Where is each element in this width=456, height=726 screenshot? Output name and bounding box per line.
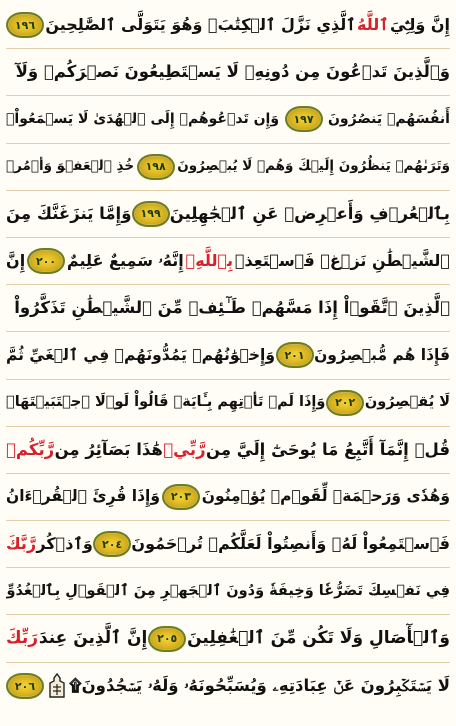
verse-text: وَهُدٗى وَرَحۡمَةٞ لِّقَوۡمٖ يُؤۡمِنُونَ xyxy=(201,487,450,506)
verse-line xyxy=(6,615,450,662)
verse-text: وَٱلۡأٓصَالِ وَلَا تَكُن مِّنَ ٱلۡغَٰفِلِينَ xyxy=(187,628,450,649)
ayah-number-marker xyxy=(132,201,170,227)
verse-text: ٱلشَّيۡطَٰنِ نَزۡغٞ فَٱسۡتَعِذۡ xyxy=(234,251,450,271)
verse-text: فِي نَفۡسِكَ تَضَرُّعٗا وَخِيفَةٗ وَدُونَ ٱلۡجَهۡرِ مِنَ ٱلۡقَوۡلِ بِٱلۡغُدُوِّ xyxy=(6,583,450,600)
verse-text: إِنَّ ٱلَّذِينَ عِندَ xyxy=(38,628,148,649)
ayah-number: ٢٠٦ xyxy=(14,679,36,693)
ayah-number: ٢٠٠ xyxy=(35,254,57,268)
verse-line xyxy=(6,568,450,615)
ayah-number-marker xyxy=(27,248,65,274)
ayah-number: ١٩٨ xyxy=(145,160,166,174)
ayah-number: ١٩٦ xyxy=(14,18,36,32)
divine-name-text: رَّبِّكُمۡ xyxy=(6,439,55,459)
divine-name-text: بِٱللَّهِۚ xyxy=(185,251,234,271)
verse-text: وَإِخۡوَٰنُهُمۡ يَمُدُّونَهُمۡ فِي ٱلۡغَيِّ ثُمَّ xyxy=(6,345,275,364)
verse-text: إِنَّهُۥ سَمِيعٌ عَلِيمٌ xyxy=(66,251,184,271)
ayah-number-marker xyxy=(6,12,44,38)
ayah-number: ٢٠٥ xyxy=(157,632,178,646)
verse-line xyxy=(6,521,450,568)
verse-text: وَإِمَّا يَنزَغَنَّكَ مِنَ xyxy=(6,203,132,223)
verse-text: وَإِذَا لَمۡ تَأۡتِهِم بِـَٔايَةٖ قَالُواْ لَوۡلَا ٱجۡتَبَيۡتَهَاۚ xyxy=(6,394,326,411)
verse-text: وَٱلَّذِينَ تَدۡعُونَ مِن دُونِهِۦ لَا يَسۡتَطِيعُونَ نَصۡرَكُمۡ وَلَآ xyxy=(15,62,450,82)
verse-text: وَتَرَىٰهُمۡ يَنظُرُونَ إِلَيۡكَ وَهُمۡ لَا يُبۡصِرُونَ xyxy=(177,157,450,174)
verse-text: لَا يُقۡصِرُونَ xyxy=(364,394,450,411)
divine-name-text: رَّبِّيۚ xyxy=(163,439,206,459)
verse-text: ٱلَّذِينَ ٱتَّقَوۡاْ إِذَا مَسَّهُمۡ طَـٰٓئِفٞ مِّنَ ٱلشَّيۡطَٰنِ تَذَكَّرُواْ xyxy=(14,297,450,317)
ayah-number-marker xyxy=(285,106,323,132)
verse-line xyxy=(6,96,450,143)
verse-line xyxy=(6,2,450,49)
ayah-number-marker xyxy=(137,154,175,180)
ayah-number-marker xyxy=(93,531,131,557)
verse-line xyxy=(6,663,450,710)
verse-text: قُلۡ إِنَّمَآ أَتَّبِعُ مَا يُوحَىٰٓ إِلَيَّ مِن xyxy=(205,439,450,459)
verse-text: وَإِن تَدۡعُوهُمۡ إِلَى ٱلۡهُدَىٰ لَا يَسۡمَعُواْۖ xyxy=(6,111,280,128)
verse-text: فَإِذَا هُم مُّبۡصِرُونَ xyxy=(314,345,450,364)
verse-line xyxy=(6,474,450,521)
verse-text: وَإِذَا قُرِئَ ٱلۡقُرۡءَانُ xyxy=(6,487,161,506)
verse-line xyxy=(6,285,450,332)
verse-text: إِنَّ xyxy=(6,251,26,271)
verse-text: ٱلَّذِي نَزَّلَ ٱلۡكِتَٰبَۖ وَهُوَ يَتَوَلَّى ٱلصَّٰلِحِينَ xyxy=(45,15,356,35)
ayah-number-marker xyxy=(326,390,364,416)
divine-name-text: رَّبَّكَ xyxy=(6,534,37,554)
ayah-number-marker xyxy=(276,342,314,368)
ayah-number: ٢٠٤ xyxy=(102,537,123,551)
verse-text: أَنفُسَهُمۡ يَنصُرُونَ xyxy=(327,111,450,128)
verse-text: خُذِ ٱلۡعَفۡوَ وَأۡمُرۡ xyxy=(6,157,135,174)
verse-line xyxy=(6,427,450,474)
verse-text: لَا يَسۡتَكۡبِرُونَ عَنۡ عِبَادَتِهِۦ وَيُسَبِّحُونَهُۥ وَلَهُۥ يَسۡجُدُونَ۩ xyxy=(69,675,450,695)
ayah-number: ٢٠٣ xyxy=(170,490,191,504)
divine-name-text: ٱللَّهُ xyxy=(356,15,389,35)
ayah-number: ٢٠١ xyxy=(284,348,305,362)
ayah-number-marker xyxy=(148,626,186,652)
verse-text: فَٱسۡتَمِعُواْ لَهُۥ وَأَنصِتُواْ لَعَلَّكُمۡ تُرۡحَمُونَ xyxy=(131,534,450,554)
verse-text: إِنَّ وَلِـِّۧيَ xyxy=(389,15,450,35)
verse-line xyxy=(6,332,450,379)
ayah-number: ٢٠٢ xyxy=(335,396,356,410)
sajda-icon xyxy=(46,672,68,700)
ayah-number-marker xyxy=(162,484,200,510)
verse-line xyxy=(6,238,450,285)
ayah-number: ١٩٩ xyxy=(140,207,161,221)
verse-line xyxy=(6,49,450,96)
divine-name-text: رَبِّكَ xyxy=(6,628,39,649)
verse-line xyxy=(6,191,450,238)
verse-line xyxy=(6,144,450,191)
ayah-number-marker xyxy=(6,673,44,699)
verse-text: بِٱلۡعُرۡفِ وَأَعۡرِضۡ عَنِ ٱلۡجَٰهِلِينَ xyxy=(169,203,450,223)
verse-text: وَٱذۡكُر xyxy=(36,534,93,554)
ayah-number: ١٩٧ xyxy=(293,112,314,126)
verse-text: هَٰذَا بَصَآئِرُ مِن xyxy=(54,439,163,459)
verse-line xyxy=(6,380,450,427)
